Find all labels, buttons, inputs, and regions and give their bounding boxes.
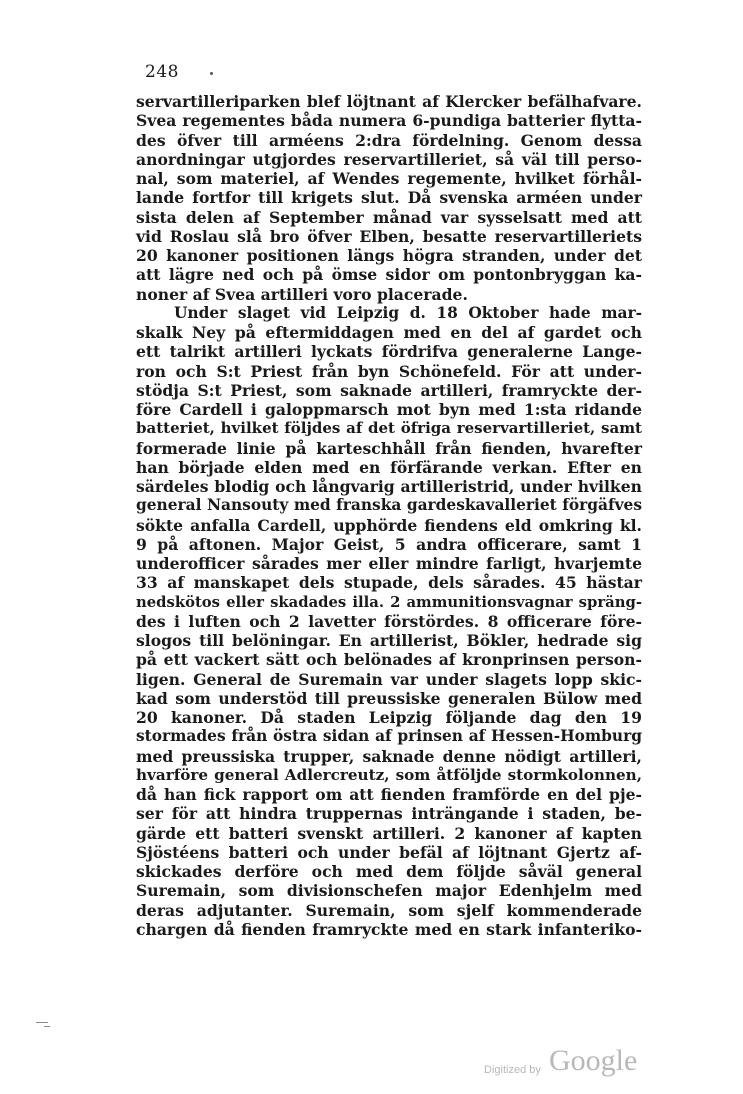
text-line: då han fick rapport om att fienden framförde en del pje- xyxy=(136,785,642,804)
text-line: formerade linie på karteschhåll från fienden, hvarefter xyxy=(136,438,642,458)
text-line: ett talrikt artilleri lyckats fördrifva generalerne Lange- xyxy=(136,342,642,362)
text-line: lande fortfor till krigets slut. Då svenska arméen under xyxy=(136,188,642,208)
text-line: vid Roslau slå bro öfver Elben, besatte reservartilleriets xyxy=(136,226,642,246)
text-line: stödja S:t Priest, som saknade artilleri, framryckte der- xyxy=(136,380,642,400)
text-line: nal, som materiel, af Wendes regemente, hvilket förhål- xyxy=(136,169,642,188)
text-line: general Nansouty med franska gardeskavalleriet förgäfves xyxy=(136,496,642,515)
text-line: med preussiska trupper, saknade denne nödigt artilleri, xyxy=(136,746,642,766)
text-line: före Cardell i galoppmarsch mot byn med 1:sta ridande xyxy=(136,400,642,419)
text-line: stormades från östra sidan af prinsen af Hessen-Homburg xyxy=(136,727,642,746)
text-line: Svea regementes båda numera 6-pundiga batterier flytta- xyxy=(136,111,642,131)
text-line: hvarföre general Adlercreutz, som åtföljde stormkolonnen, xyxy=(136,765,642,784)
text-line: 9 på aftonen. Major Geist, 5 andra officerare, samt 1 xyxy=(136,534,642,554)
text-line: anordningar utgjordes reservartilleriet, så väl till perso- xyxy=(136,149,642,169)
text-line: skalk Ney på eftermiddagen med en del af gardet och xyxy=(136,323,642,342)
text-line: chargen då fienden framryckte med en stark infanteriko- xyxy=(136,919,642,939)
text-line: servartilleriparken blef löjtnant af Klercker befälhafvare. xyxy=(136,92,642,111)
text-line: Under slaget vid Leipzig d. 18 Oktober hade mar- xyxy=(174,303,642,322)
text-line: särdeles blodig och långvarig artilleristrid, under hvilken xyxy=(136,477,642,496)
text-line: på ett vackert sätt och belönades af kronprinsen person- xyxy=(136,650,642,670)
text-line: gärde ett batteri svenskt artilleri. 2 kanoner af kapten xyxy=(136,823,642,843)
text-line: sökte anfalla Cardell, upphörde fiendens eld omkring kl. xyxy=(136,515,642,535)
margin-mark xyxy=(36,1022,48,1023)
text-line: des öfver till arméens 2:dra fördelning. Genom dessa xyxy=(136,130,642,150)
text-line: underofficer sårades mer eller mindre farligt, hvarjemte xyxy=(136,554,642,573)
text-line: att lägre ned och på ömse sidor om pontonbryggan ka- xyxy=(136,265,642,285)
text-line: batteriet, hvilket följdes af det öfriga reservartilleriet, samt xyxy=(136,419,642,438)
text-line: noner af Svea artilleri voro placerade. xyxy=(136,284,468,304)
text-line: ron och S:t Priest från byn Schönefeld. För att under- xyxy=(136,361,642,381)
text-line: skickades derföre och med dem följde såväl general xyxy=(136,862,642,881)
text-line: 20 kanoner. Då staden Leipzig följande dag den 19 xyxy=(136,708,642,727)
text-line: des i luften och 2 lavetter förstördes. 8 officerare före- xyxy=(136,611,642,631)
text-line: Sjöstéens batteri och under befäl af löjtnant Gjertz af- xyxy=(136,842,642,862)
header-dot xyxy=(210,72,213,75)
text-line: ser för att hindra truppernas inträngande i staden, be- xyxy=(136,804,642,824)
text-line: Suremain, som divisionschefen major Edenhjelm med xyxy=(136,881,642,901)
text-line: kad som understöd till preussiske generalen Bülow med xyxy=(136,688,642,708)
body-text xyxy=(136,92,642,939)
page-number: 248 xyxy=(145,62,179,82)
text-line: deras adjutanter. Suremain, som sjelf kommenderade xyxy=(136,900,642,920)
margin-mark xyxy=(44,1026,50,1027)
text-line: sista delen af September månad var sysselsatt med att xyxy=(136,207,642,227)
text-line: slogos till belöningar. En artillerist, Bökler, hedrade sig xyxy=(136,631,642,650)
text-line: 20 kanoner positionen längs högra stranden, under det xyxy=(136,246,642,265)
text-line: 33 af manskapet dels stupade, dels sårades. 45 hästar xyxy=(136,573,642,593)
google-watermark: Google xyxy=(549,1044,638,1077)
text-line: nedskötos eller skadades illa. 2 ammunitionsvagnar spräng- xyxy=(136,593,642,611)
text-line: ligen. General de Suremain var under slagets lopp skic- xyxy=(136,669,642,689)
text-line: han började elden med en förfärande verkan. Efter en xyxy=(136,457,642,477)
digitized-by-label: Digitized by xyxy=(484,1064,541,1076)
